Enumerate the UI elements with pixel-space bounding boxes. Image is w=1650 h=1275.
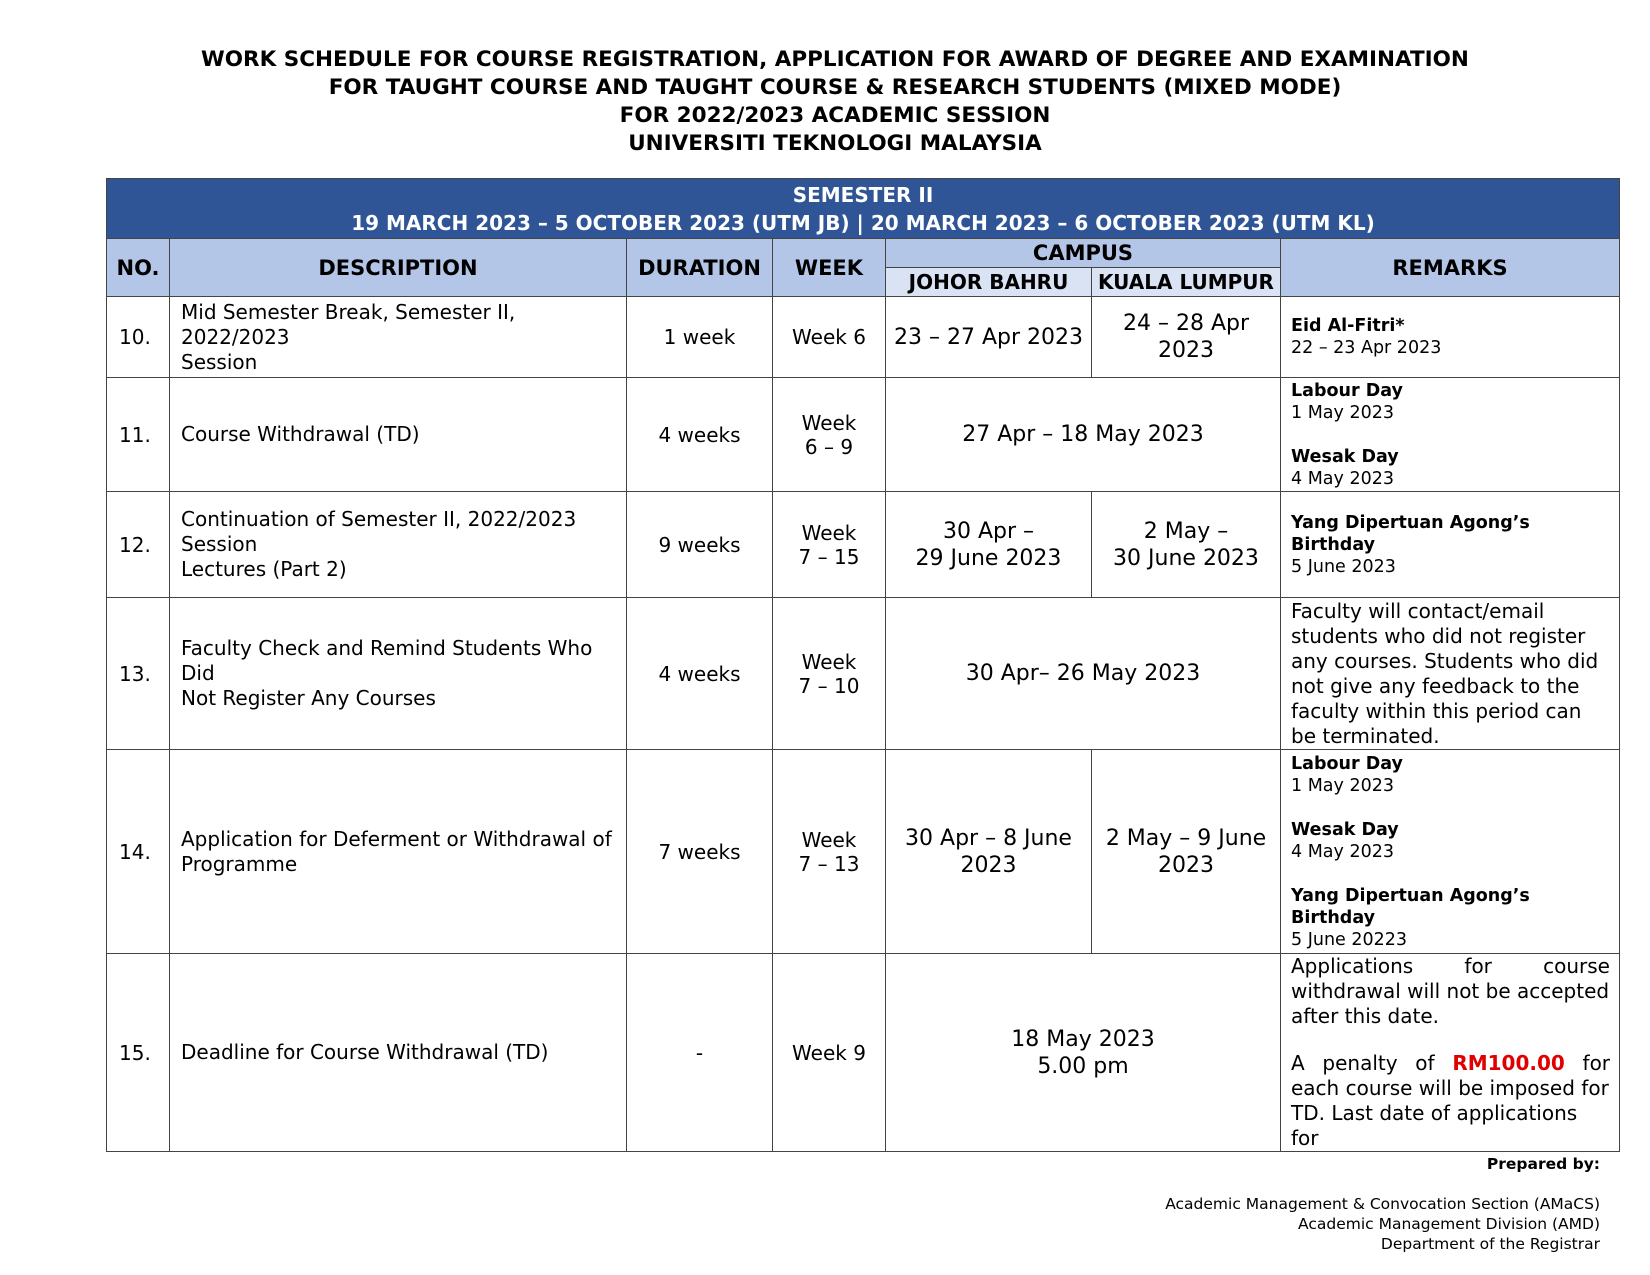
date-line: 2023 bbox=[1158, 338, 1214, 363]
row-remarks bbox=[1281, 492, 1620, 598]
row-kuala-lumpur-date bbox=[1092, 750, 1281, 954]
holiday-name: Birthday bbox=[1291, 907, 1375, 928]
document-title bbox=[0, 46, 1650, 158]
row-description bbox=[170, 750, 627, 954]
date-line: 24 – 28 Apr bbox=[1122, 311, 1250, 336]
row-number: 13. bbox=[107, 598, 170, 750]
table-row bbox=[107, 954, 1620, 1152]
row-number: 15. bbox=[107, 954, 170, 1152]
prepared-by-department: Department of the Registrar bbox=[1380, 1235, 1600, 1253]
row-kuala-lumpur-date bbox=[1092, 297, 1281, 378]
row-week bbox=[773, 378, 886, 492]
holiday-name: Yang Dipertuan Agong’s bbox=[1291, 512, 1530, 533]
remark-line: after this date. bbox=[1291, 1004, 1439, 1028]
header-no: NO. bbox=[107, 239, 170, 297]
holiday-date: 1 May 2023 bbox=[1291, 775, 1394, 796]
semester-dates: 19 MARCH 2023 – 5 OCTOBER 2023 (UTM JB) | 20 MARCH 2023 – 6 OCTOBER 2023 (UTM KL) bbox=[351, 210, 1375, 235]
date-line: 2023 bbox=[1158, 852, 1214, 878]
header-row bbox=[107, 239, 1620, 268]
row-campus-deadline bbox=[886, 954, 1281, 1152]
week-line: 7 – 10 bbox=[798, 673, 860, 698]
week-line: 6 – 9 bbox=[804, 434, 854, 459]
row-johor-bahru-date: 23 – 27 Apr 2023 bbox=[886, 297, 1092, 378]
week-line: 7 – 13 bbox=[798, 851, 860, 876]
header-duration: DURATION bbox=[627, 239, 773, 297]
header-description: DESCRIPTION bbox=[170, 239, 627, 297]
remark-line: not give any feedback to the bbox=[1291, 673, 1580, 698]
row-week bbox=[773, 750, 886, 954]
holiday-date: 4 May 2023 bbox=[1291, 468, 1394, 489]
header-kuala-lumpur: KUALA LUMPUR bbox=[1092, 268, 1281, 297]
semester-label: SEMESTER II bbox=[792, 182, 934, 207]
table-row bbox=[107, 750, 1620, 954]
remark-line: any courses. Students who did bbox=[1291, 648, 1599, 673]
row-remarks bbox=[1281, 297, 1620, 378]
prepared-by-block bbox=[1165, 1154, 1600, 1254]
row-number: 11. bbox=[107, 378, 170, 492]
prepared-by-division: Academic Management Division (AMD) bbox=[1298, 1215, 1600, 1233]
week-line: Week bbox=[801, 410, 857, 435]
description-line: Application for Deferment or Withdrawal of bbox=[181, 826, 612, 851]
penalty-amount: RM100.00 bbox=[1452, 1051, 1565, 1075]
row-week: Week 6 bbox=[773, 297, 886, 378]
description-line: Not Register Any Courses bbox=[181, 686, 436, 710]
row-remarks bbox=[1281, 750, 1620, 954]
remark-line: be terminated. bbox=[1291, 723, 1440, 748]
remark-text: A penalty of bbox=[1291, 1051, 1435, 1075]
row-week bbox=[773, 492, 886, 598]
prepared-by-label: Prepared by: bbox=[1486, 1155, 1600, 1173]
holiday-date: 5 June 2023 bbox=[1291, 556, 1396, 577]
description-line: Faculty Check and Remind Students Who Did bbox=[181, 636, 593, 685]
week-line: Week bbox=[801, 827, 857, 852]
row-kuala-lumpur-date bbox=[1092, 492, 1281, 598]
remark-line: withdrawal will not be accepted bbox=[1291, 979, 1610, 1003]
remark-text: for bbox=[1582, 1051, 1611, 1075]
row-johor-bahru-date bbox=[886, 492, 1092, 598]
row-description bbox=[170, 492, 627, 598]
date-line: 29 June 2023 bbox=[915, 545, 1062, 571]
row-duration: 7 weeks bbox=[627, 750, 773, 954]
holiday-date: 5 June 20223 bbox=[1291, 929, 1408, 950]
row-description: Course Withdrawal (TD) bbox=[170, 378, 627, 492]
table-row bbox=[107, 492, 1620, 598]
row-duration: 1 week bbox=[627, 297, 773, 378]
row-duration: 4 weeks bbox=[627, 378, 773, 492]
header-week: WEEK bbox=[773, 239, 886, 297]
holiday-name: Labour Day bbox=[1291, 753, 1403, 774]
row-duration: - bbox=[627, 954, 773, 1152]
remark-line: faculty within this period can bbox=[1291, 698, 1582, 723]
holiday-name: Eid Al-Fitri* bbox=[1291, 316, 1405, 336]
deadline-date: 18 May 2023 bbox=[1011, 1026, 1155, 1052]
table-row bbox=[107, 598, 1620, 750]
week-line: 7 – 15 bbox=[798, 544, 860, 569]
row-campus-date: 27 Apr – 18 May 2023 bbox=[886, 378, 1281, 492]
title-line-3: FOR 2022/2023 ACADEMIC SESSION bbox=[619, 103, 1051, 128]
row-number: 14. bbox=[107, 750, 170, 954]
title-line-2: FOR TAUGHT COURSE AND TAUGHT COURSE & RESEARCH STUDENTS (MIXED MODE) bbox=[328, 75, 1342, 100]
date-line: 2 May – 9 June bbox=[1105, 825, 1267, 851]
semester-banner-row bbox=[107, 179, 1620, 239]
date-line: 30 Apr – 8 June bbox=[905, 825, 1072, 851]
row-remarks bbox=[1281, 378, 1620, 492]
header-campus: CAMPUS bbox=[886, 239, 1281, 268]
holiday-date: 22 – 23 Apr 2023 bbox=[1291, 338, 1442, 358]
table-row bbox=[107, 378, 1620, 492]
row-johor-bahru-date bbox=[886, 750, 1092, 954]
remark-line: TD. Last date of applications for bbox=[1291, 1101, 1578, 1150]
description-line: Mid Semester Break, Semester II, 2022/2023 bbox=[181, 299, 516, 349]
deadline-time: 5.00 pm bbox=[1037, 1053, 1129, 1079]
holiday-name: Wesak Day bbox=[1291, 819, 1399, 840]
row-number: 10. bbox=[107, 297, 170, 378]
title-line-4: UNIVERSITI TEKNOLOGI MALAYSIA bbox=[628, 131, 1042, 156]
row-week bbox=[773, 598, 886, 750]
week-line: Week bbox=[801, 649, 857, 674]
holiday-name: Wesak Day bbox=[1291, 446, 1399, 467]
row-campus-date: 30 Apr– 26 May 2023 bbox=[886, 598, 1281, 750]
description-line: Lectures (Part 2) bbox=[181, 557, 347, 581]
header-johor-bahru: JOHOR BAHRU bbox=[886, 268, 1092, 297]
row-description: Deadline for Course Withdrawal (TD) bbox=[170, 954, 627, 1152]
date-line: 2 May – bbox=[1143, 518, 1229, 544]
remark-line: Applications for course bbox=[1291, 954, 1610, 978]
date-line: 30 Apr – bbox=[942, 518, 1035, 544]
row-description bbox=[170, 297, 627, 378]
holiday-date: 4 May 2023 bbox=[1291, 841, 1394, 862]
schedule-table bbox=[106, 178, 1620, 1152]
remark-line-penalty bbox=[1291, 1051, 1610, 1076]
title-line-1: WORK SCHEDULE FOR COURSE REGISTRATION, APPLICATION FOR AWARD OF DEGREE AND EXAMINATION bbox=[201, 47, 1469, 72]
row-remarks bbox=[1281, 954, 1620, 1152]
prepared-by-section: Academic Management & Convocation Section (AMaCS) bbox=[1165, 1195, 1600, 1213]
description-line: Session bbox=[181, 349, 258, 374]
date-line: 30 June 2023 bbox=[1113, 545, 1259, 571]
week-line: Week bbox=[801, 520, 857, 545]
semester-banner bbox=[107, 179, 1620, 239]
row-description bbox=[170, 598, 627, 750]
header-remarks: REMARKS bbox=[1281, 239, 1620, 297]
holiday-date: 1 May 2023 bbox=[1291, 402, 1394, 423]
row-number: 12. bbox=[107, 492, 170, 598]
date-line: 2023 bbox=[960, 852, 1017, 878]
holiday-name: Yang Dipertuan Agong’s bbox=[1291, 885, 1530, 906]
holiday-name: Birthday bbox=[1291, 534, 1375, 555]
row-week: Week 9 bbox=[773, 954, 886, 1152]
remark-line: each course will be imposed for bbox=[1291, 1076, 1609, 1100]
row-duration: 4 weeks bbox=[627, 598, 773, 750]
remark-line: Faculty will contact/email bbox=[1291, 598, 1545, 623]
row-duration: 9 weeks bbox=[627, 492, 773, 598]
table-row bbox=[107, 297, 1620, 378]
remark-line: students who did not register bbox=[1291, 623, 1586, 648]
holiday-name: Labour Day bbox=[1291, 380, 1403, 401]
description-line: Continuation of Semester II, 2022/2023 Session bbox=[181, 507, 577, 556]
row-remarks bbox=[1281, 598, 1620, 750]
description-line: Programme bbox=[181, 851, 298, 876]
